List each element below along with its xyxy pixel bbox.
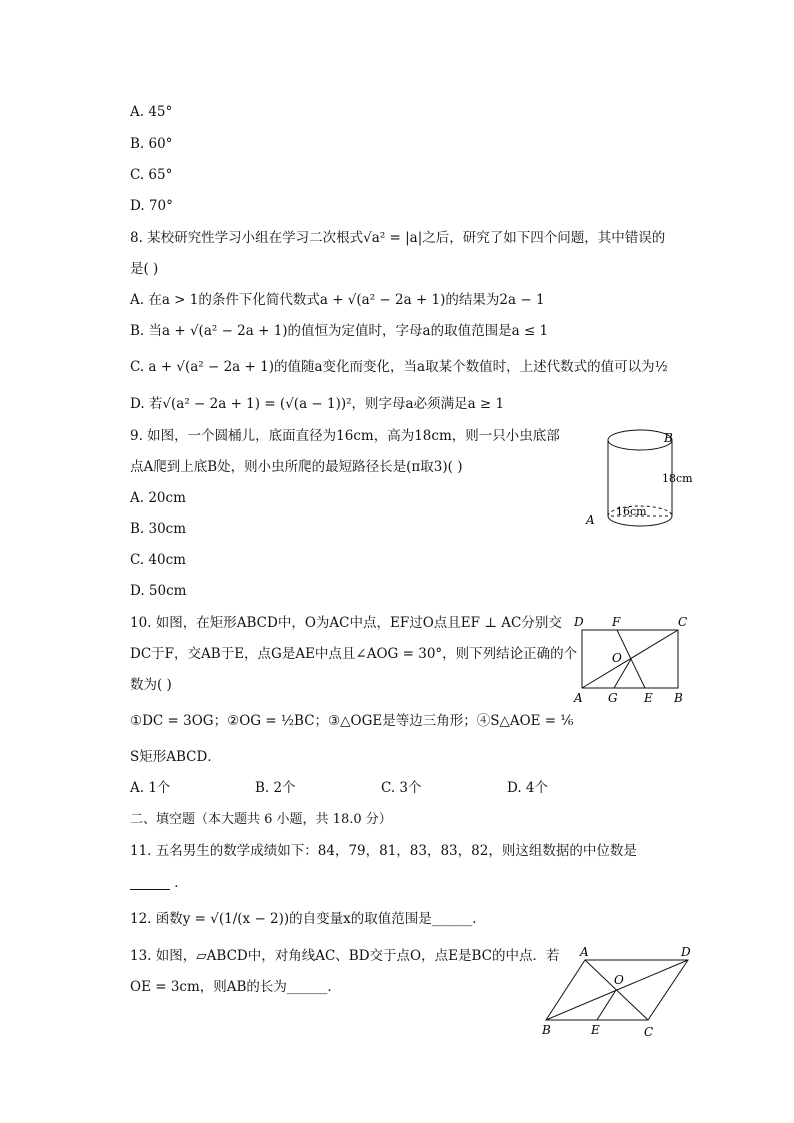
fig9-label-diameter: 16cm (616, 505, 647, 518)
q11-answer-line (130, 873, 188, 893)
fig10-label-f: F (612, 615, 621, 629)
fig10-label-c: C (678, 615, 688, 629)
q7-option-d: D. 70° (130, 198, 173, 214)
fig13-label-d: D (681, 945, 691, 959)
fig10-label-d: D (574, 615, 584, 629)
fig10-label-a: A (574, 691, 583, 705)
q10-stem-line2: DC于F，交AB于E，点G是AE中点且∠AOG = 30°，则下列结论正确的个 (130, 646, 578, 662)
q7-option-a: A. 45° (130, 104, 173, 120)
q7-option-b: B. 60° (130, 136, 173, 152)
q11-answer-blank[interactable] (130, 875, 170, 890)
q10-stem-line1: 10. 如图，在矩形ABCD中，O为AC中点，EF过O点且EF ⊥ AC分别交 (130, 615, 562, 631)
fig9-label-b: B (664, 431, 673, 445)
q9-option-a: A. 20cm (130, 490, 186, 506)
q8-stem-line1: 8. 某校研究性学习小组在学习二次根式√a² = |a|之后，研究了如下四个问题，其中错误的 (130, 230, 666, 246)
q10-option-a: A. 1个 (130, 780, 171, 796)
fig13-label-o: O (614, 973, 624, 987)
q10-stem-line3: 数为( ) (130, 677, 172, 693)
q9-stem-line2: 点A爬到上底B处，则小虫所爬的最短路径长是(π取3)( ) (130, 459, 463, 475)
rectangle-figure (570, 612, 698, 708)
fig13-label-e: E (591, 1023, 600, 1037)
q10-conclusions: ①DC = 3OG；②OG = ½BC；③△OGE是等边三角形；④S△AOE = ⅙ (130, 713, 574, 729)
q10-option-d: D. 4个 (507, 780, 549, 796)
fig13-label-c: C (644, 1025, 654, 1039)
q8-option-d: D. 若√(a² − 2a + 1) = (√(a − 1))²，则字母a必须满足a ≥ 1 (130, 396, 505, 412)
q8-option-c: C. a + √(a² − 2a + 1)的值随a变化而变化，当a取某个数值时，上述代数式的值可以为½ (130, 359, 668, 375)
fig13-label-b: B (542, 1023, 551, 1037)
q9-stem-line1: 9. 如图，一个圆桶儿，底面直径为16cm，高为18cm，则一只小虫底部 (130, 428, 560, 444)
q7-option-c: C. 65° (130, 167, 173, 183)
q11-stem: 11. 五名男生的数学成绩如下：84，79，81，83，83，82，则这组数据的中位数是 (130, 843, 637, 859)
q10-conclusions-line2: S矩形ABCD． (130, 749, 221, 765)
q8-option-a: A. 在a > 1的条件下化简代数式a + √(a² − 2a + 1)的结果为2a − 1 (130, 292, 545, 308)
q8-option-b: B. 当a + √(a² − 2a + 1)的值恒为定值时，字母a的取值范围是a ≤ 1 (130, 323, 549, 339)
q9-option-c: C. 40cm (130, 552, 186, 568)
fig13-label-a: A (580, 945, 589, 959)
q9-option-d: D. 50cm (130, 583, 187, 599)
cylinder-figure (578, 424, 708, 540)
fig10-label-g: G (608, 691, 618, 705)
q11-tail: ． (174, 875, 188, 891)
q8-stem-line2: 是( ) (130, 261, 159, 277)
q9-option-b: B. 30cm (130, 521, 187, 537)
fig9-label-height: 18cm (662, 472, 693, 485)
q10-option-b: B. 2个 (255, 780, 296, 796)
parallelogram-figure (538, 942, 698, 1042)
fig10-label-b: B (674, 691, 683, 705)
section-heading: 二、填空题（本大题共 6 小题，共 18.0 分） (130, 812, 392, 827)
q12-stem: 12. 函数y = √(1/(x − 2))的自变量x的取值范围是______． (130, 911, 486, 927)
fig10-label-o: O (612, 651, 622, 665)
q13-stem-line1: 13. 如图，▱ABCD中，对角线AC、BD交于点O，点E是BC的中点．若 (130, 948, 560, 964)
fig10-label-e: E (644, 691, 653, 705)
q10-option-c: C. 3个 (381, 780, 422, 796)
q13-stem-line2: OE = 3cm，则AB的长为______． (130, 979, 341, 995)
fig9-label-a: A (586, 513, 595, 527)
